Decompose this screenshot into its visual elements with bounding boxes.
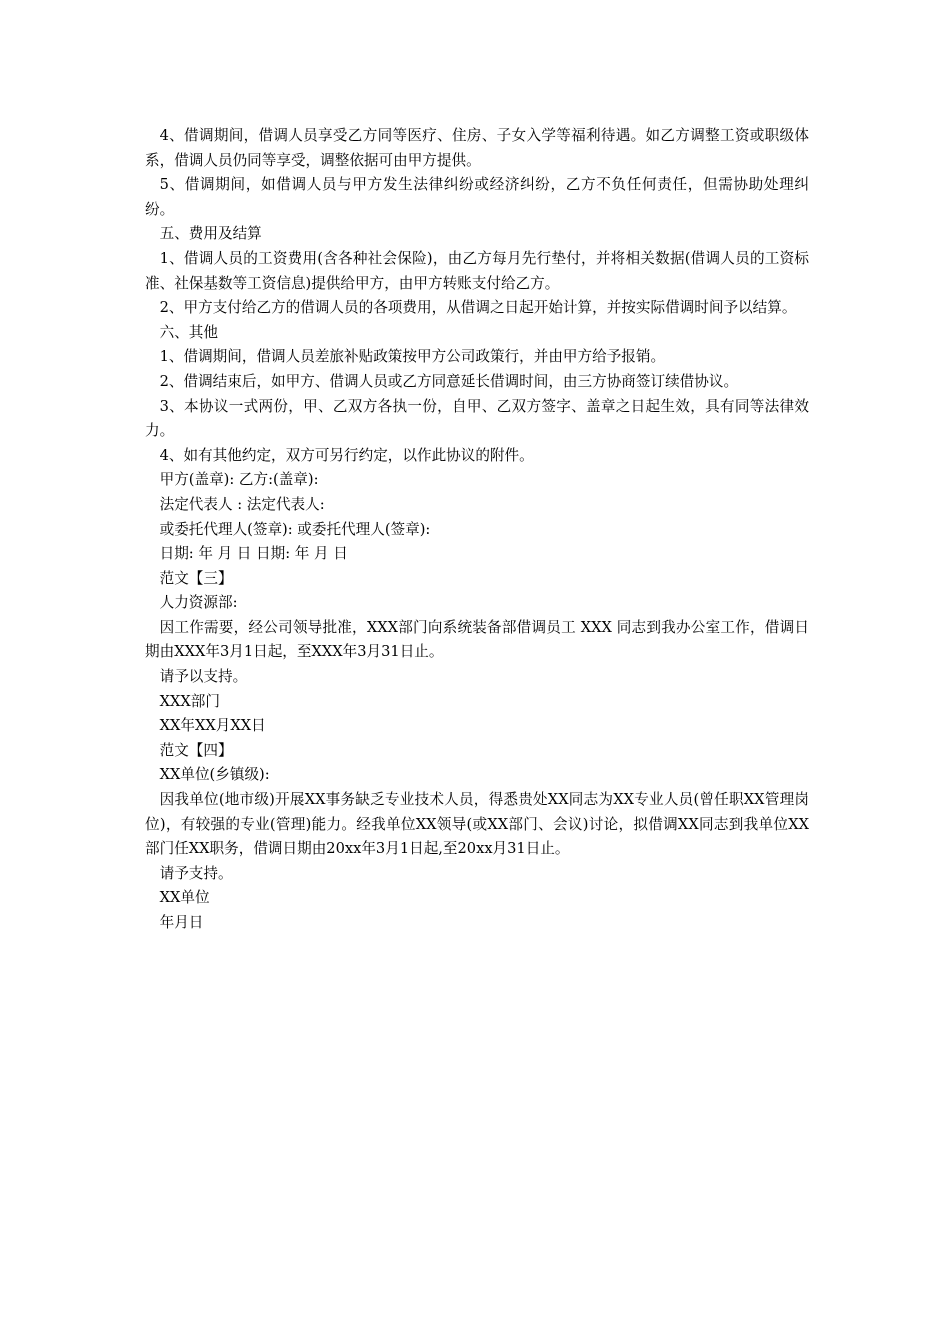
sample-4-date: 年月日 — [159, 914, 204, 931]
signature-agents: 或委托代理人(签章): 或委托代理人(签章): — [159, 520, 431, 538]
signature-dates: 日期: 年 月 日 日期: 年 月 日 — [159, 545, 348, 563]
sample-4-request: 请予支持。 — [159, 864, 233, 882]
sample-3-date: XX年XX月XX日 — [159, 717, 266, 735]
section-heading-fees: 五、费用及结算 — [159, 225, 262, 243]
other-clause-2: 2、借调结束后，如甲方、借调人员或乙方同意延长借调时间，由三方协商签订续借协议。 — [159, 372, 739, 390]
other-clause-1: 1、借调期间，借调人员差旅补贴政策按甲方公司政策行，并由甲方给予报销。 — [159, 348, 666, 366]
sample-4-addressee: XX单位(乡镇级): — [159, 766, 270, 784]
clause-5-disputes: 5、借调期间，如借调人员与甲方发生法律纠纷或经济纠纷，乙方不负任何责任，但需协助处理纠纷。 — [145, 176, 809, 218]
sample-3-sender: XXX部门 — [159, 692, 220, 710]
document-body — [145, 124, 809, 936]
clause-4-welfare: 4、借调期间，借调人员享受乙方同等医疗、住房、子女入学等福利待遇。如乙方调整工资或职级体系，借调人员仍同等享受，调整依据可由甲方提供。 — [145, 127, 809, 169]
sample-heading-3: 范文【三】 — [159, 569, 233, 587]
signature-legal-reps: 法定代表人 : 法定代表人: — [159, 495, 325, 513]
sample-4-sender: XX单位 — [159, 889, 210, 907]
section-heading-other: 六、其他 — [159, 323, 218, 341]
sample-heading-4: 范文【四】 — [159, 741, 233, 759]
sample-3-addressee: 人力资源部: — [159, 594, 238, 612]
sample-3-request: 请予以支持。 — [159, 668, 248, 686]
other-clause-4: 4、如有其他约定，双方可另行约定，以作此协议的附件。 — [159, 446, 534, 464]
signature-parties: 甲方(盖章): 乙方:(盖章): — [159, 471, 319, 489]
sample-3-body: 因工作需要，经公司领导批准，XXX部门向系统装备部借调员工 XXX 同志到我办公室工作，借调日期由XXX年3月1日起，至XXX年3月31日止。 — [145, 618, 809, 661]
fees-clause-1: 1、借调人员的工资费用(含各种社会保险)，由乙方每月先行垫付，并将相关数据(借调人员的工资标准、社保基数等工资信息)提供给甲方，由甲方转账支付给乙方。 — [145, 249, 809, 292]
fees-clause-2: 2、甲方支付给乙方的借调人员的各项费用，从借调之日起开始计算，并按实际借调时间予以结算。 — [159, 299, 797, 317]
other-clause-3: 3、本协议一式两份，甲、乙双方各执一份，自甲、乙双方签字、盖章之日起生效，具有同等法律效力。 — [145, 397, 809, 440]
sample-4-body: 因我单位(地市级)开展XX事务缺乏专业技术人员，得悉贵处XX同志为XX专业人员(曾任职XX管理岗位)，有较强的专业(管理)能力。经我单位XX领导(或XX部门、会议)讨论，拟借调XX同志到我单位XX部门任XX职务，借调日期由20xx年3月1日起,至20xx月31日止。 — [145, 791, 809, 858]
